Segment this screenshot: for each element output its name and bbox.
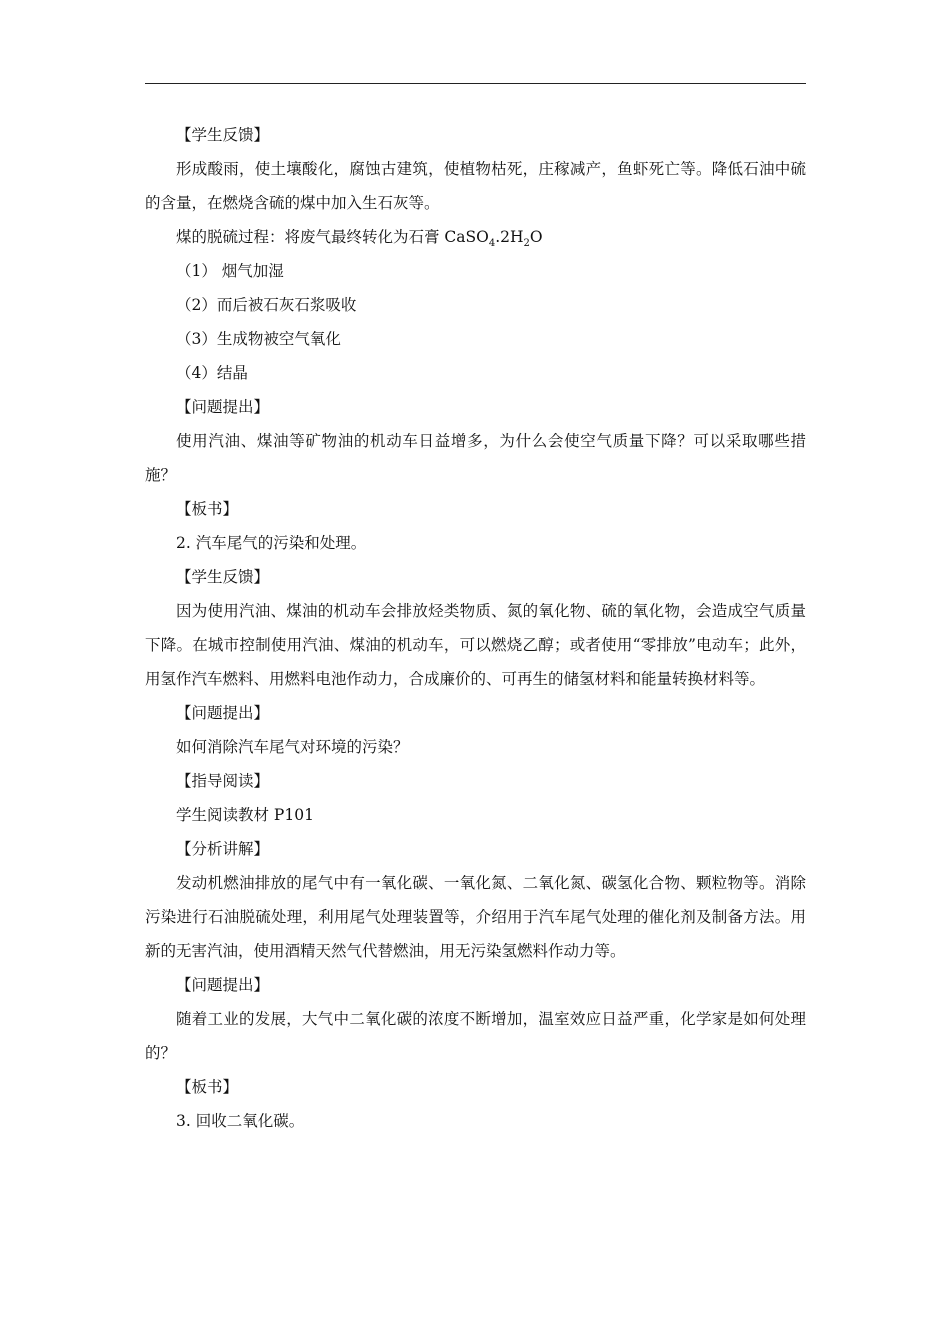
formula-subscript-2: 2 bbox=[523, 238, 530, 250]
paragraph-question-co2: 随着工业的发展，大气中二氧化碳的浓度不断增加，温室效应日益严重，化学家是如何处理的？ bbox=[145, 1010, 806, 1062]
section-label-analysis: 【分析讲解】 bbox=[176, 840, 270, 858]
formula-text-before: 煤的脱硫过程：将废气最终转化为石膏 CaSO bbox=[176, 228, 489, 246]
section-label-board-2: 【板书】 bbox=[176, 1078, 239, 1096]
section-label-feedback: 【学生反馈】 bbox=[176, 126, 270, 144]
paragraph-air-quality: 因为使用汽油、煤油的机动车会排放烃类物质、氮的氧化物、硫的氧化物，会造成空气质量下降。在城市控制使用汽油、煤油的机动车，可以燃烧乙醇；或者使用“零排放”电动车；此外，用氢作汽车燃料、用燃料电池作动力，合成廉价的、可再生的储氢材料和能量转换材料等。 bbox=[145, 602, 806, 688]
formula-text-mid: .2H bbox=[495, 228, 524, 246]
step-4: （4）结晶 bbox=[176, 364, 248, 382]
step-3: （3）生成物被空气氧化 bbox=[176, 330, 341, 348]
formula-text-after: O bbox=[529, 228, 543, 246]
document-body bbox=[145, 118, 806, 1138]
paragraph-textbook-reference: 学生阅读教材 P101 bbox=[176, 806, 314, 824]
heading-exhaust-pollution: 2. 汽车尾气的污染和处理。 bbox=[176, 534, 367, 552]
step-1: （1） 烟气加湿 bbox=[176, 262, 284, 280]
paragraph-acid-rain: 形成酸雨，使土壤酸化，腐蚀古建筑，使植物枯死，庄稼减产，鱼虾死亡等。降低石油中硫的含量，在燃烧含硫的煤中加入生石灰等。 bbox=[145, 160, 806, 212]
section-label-question-3: 【问题提出】 bbox=[176, 976, 270, 994]
step-2: （2）而后被石灰石浆吸收 bbox=[176, 296, 357, 314]
section-label-question-2: 【问题提出】 bbox=[176, 704, 270, 722]
paragraph-question-eliminate: 如何消除汽车尾气对环境的污染？ bbox=[176, 738, 409, 756]
formula-subscript-4: 4 bbox=[488, 238, 496, 250]
section-label-board: 【板书】 bbox=[176, 500, 239, 518]
paragraph-coal-desulfurization bbox=[145, 220, 806, 254]
section-label-guided-reading: 【指导阅读】 bbox=[176, 772, 270, 790]
heading-recover-co2: 3. 回收二氧化碳。 bbox=[176, 1112, 305, 1130]
paragraph-question-vehicles: 使用汽油、煤油等矿物油的机动车日益增多，为什么会使空气质量下降？可以采取哪些措施？ bbox=[145, 432, 806, 484]
section-label-question: 【问题提出】 bbox=[176, 398, 270, 416]
header-rule bbox=[145, 83, 806, 84]
section-label-feedback-2: 【学生反馈】 bbox=[176, 568, 270, 586]
paragraph-exhaust-analysis: 发动机燃油排放的尾气中有一氧化碳、一氧化氮、二氧化氮、碳氢化合物、颗粒物等。消除污染进行石油脱硫处理，利用尾气处理装置等，介绍用于汽车尾气处理的催化剂及制备方法。用新的无害汽油，使用酒精天然气代替燃油，用无污染氢燃料作动力等。 bbox=[145, 874, 806, 960]
